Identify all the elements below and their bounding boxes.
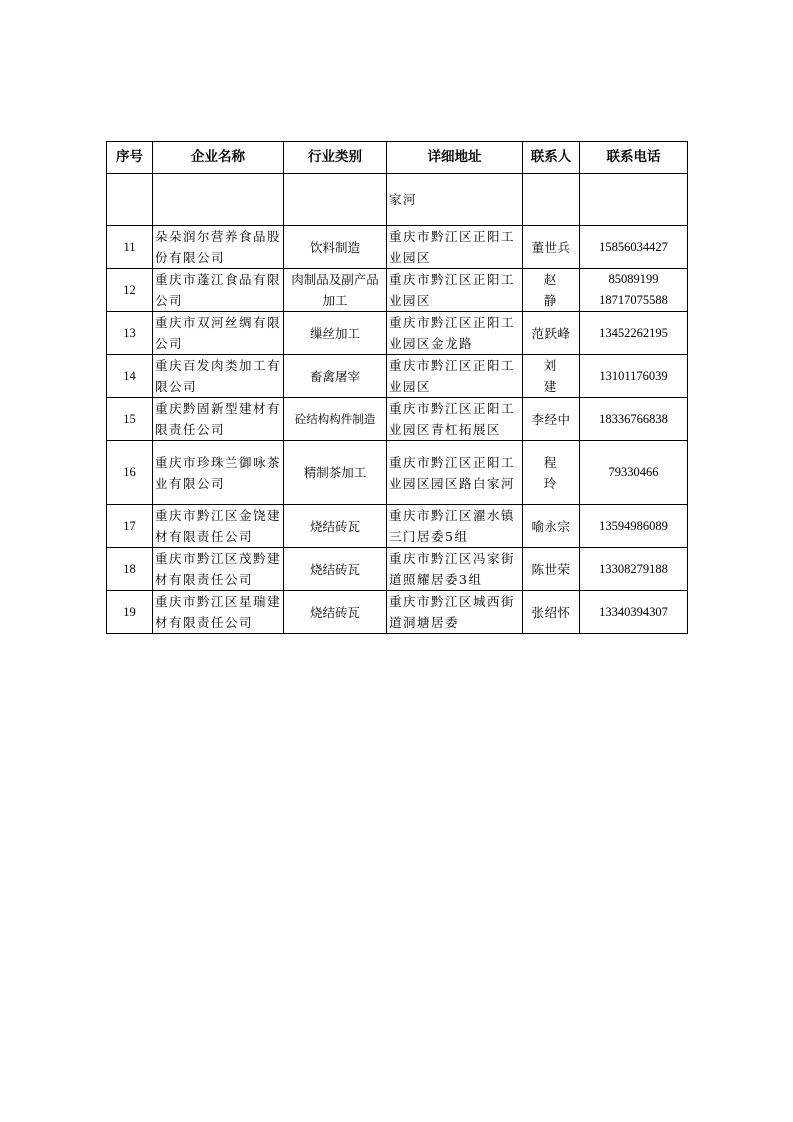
cell-phone: 13594986089 xyxy=(580,505,688,548)
cell-no: 12 xyxy=(107,269,153,312)
table-row-continuation xyxy=(107,174,688,226)
cell-phone: 18336766838 xyxy=(580,398,688,441)
cell-contact: 赵静 xyxy=(523,269,580,312)
cell-industry: 精制茶加工 xyxy=(284,441,387,505)
cell-industry: 砼结构构件制造 xyxy=(284,398,387,441)
cell-address: 重庆市黔江区正阳工业园区金龙路 xyxy=(387,312,523,355)
cell-contact: 张绍怀 xyxy=(523,591,580,634)
cell-phone xyxy=(580,174,688,226)
cell-no: 14 xyxy=(107,355,153,398)
cell-industry: 烧结砖瓦 xyxy=(284,548,387,591)
cell-address: 重庆市黔江区正阳工业园区青杠拓展区 xyxy=(387,398,523,441)
cell-contact: 程玲 xyxy=(523,441,580,505)
cell-phone: 15856034427 xyxy=(580,226,688,269)
cell-contact: 范跃峰 xyxy=(523,312,580,355)
cell-phone: 13101176039 xyxy=(580,355,688,398)
enterprise-table xyxy=(106,141,688,634)
table-row xyxy=(107,226,688,269)
header-contact: 联系人 xyxy=(523,142,580,174)
phone-line-2: 18717075588 xyxy=(599,293,668,307)
cell-industry xyxy=(284,174,387,226)
cell-no: 16 xyxy=(107,441,153,505)
cell-contact: 董世兵 xyxy=(523,226,580,269)
cell-company: 重庆市黔江区星瑞建材有限责任公司 xyxy=(153,591,284,634)
header-no: 序号 xyxy=(107,142,153,174)
header-phone: 联系电话 xyxy=(580,142,688,174)
cell-company: 朵朵润尔营养食品股份有限公司 xyxy=(153,226,284,269)
table-row xyxy=(107,548,688,591)
cell-no: 15 xyxy=(107,398,153,441)
cell-address: 重庆市黔江区正阳工业园区 xyxy=(387,226,523,269)
phone-line-1: 85089199 xyxy=(608,272,659,286)
cell-phone: 79330466 xyxy=(580,441,688,505)
cell-address: 重庆市黔江区正阳工业园区 xyxy=(387,355,523,398)
cell-company: 重庆市双河丝绸有限公司 xyxy=(153,312,284,355)
table-row xyxy=(107,355,688,398)
header-industry: 行业类别 xyxy=(284,142,387,174)
cell-contact xyxy=(523,174,580,226)
cell-no xyxy=(107,174,153,226)
cell-no: 18 xyxy=(107,548,153,591)
table-row xyxy=(107,269,688,312)
cell-contact: 李经中 xyxy=(523,398,580,441)
cell-company: 重庆市黔江区茂黔建材有限责任公司 xyxy=(153,548,284,591)
cell-industry: 烧结砖瓦 xyxy=(284,505,387,548)
cell-address: 重庆市黔江区正阳工业园区园区路白家河 xyxy=(387,441,523,505)
cell-address: 重庆市黔江区城西街道洞塘居委 xyxy=(387,591,523,634)
header-address: 详细地址 xyxy=(387,142,523,174)
cell-company xyxy=(153,174,284,226)
cell-company: 重庆市蓬江食品有限公司 xyxy=(153,269,284,312)
cell-industry: 畜禽屠宰 xyxy=(284,355,387,398)
cell-address: 家河 xyxy=(387,174,523,226)
cell-industry: 缫丝加工 xyxy=(284,312,387,355)
cell-no: 19 xyxy=(107,591,153,634)
cell-phone: 13452262195 xyxy=(580,312,688,355)
table-row xyxy=(107,312,688,355)
header-company: 企业名称 xyxy=(153,142,284,174)
cell-industry: 饮料制造 xyxy=(284,226,387,269)
cell-phone: 13340394307 xyxy=(580,591,688,634)
cell-industry: 肉制品及副产品加工 xyxy=(284,269,387,312)
cell-phone xyxy=(580,269,688,312)
table-row xyxy=(107,441,688,505)
cell-no: 13 xyxy=(107,312,153,355)
cell-phone: 13308279188 xyxy=(580,548,688,591)
cell-contact: 刘建 xyxy=(523,355,580,398)
cell-industry: 烧结砖瓦 xyxy=(284,591,387,634)
cell-address: 重庆市黔江区正阳工业园区 xyxy=(387,269,523,312)
cell-no: 17 xyxy=(107,505,153,548)
table-row xyxy=(107,591,688,634)
cell-no: 11 xyxy=(107,226,153,269)
cell-address: 重庆市黔江区濯水镇三门居委5组 xyxy=(387,505,523,548)
cell-address: 重庆市黔江区冯家街道照耀居委3组 xyxy=(387,548,523,591)
cell-company: 重庆市珍珠兰御咏茶业有限公司 xyxy=(153,441,284,505)
table-row xyxy=(107,505,688,548)
cell-company: 重庆市黔江区金饶建材有限责任公司 xyxy=(153,505,284,548)
cell-company: 重庆百发肉类加工有限公司 xyxy=(153,355,284,398)
table-row xyxy=(107,398,688,441)
cell-contact: 陈世荣 xyxy=(523,548,580,591)
table-header-row xyxy=(107,142,688,174)
cell-contact: 喻永宗 xyxy=(523,505,580,548)
cell-company: 重庆黔固新型建材有限责任公司 xyxy=(153,398,284,441)
